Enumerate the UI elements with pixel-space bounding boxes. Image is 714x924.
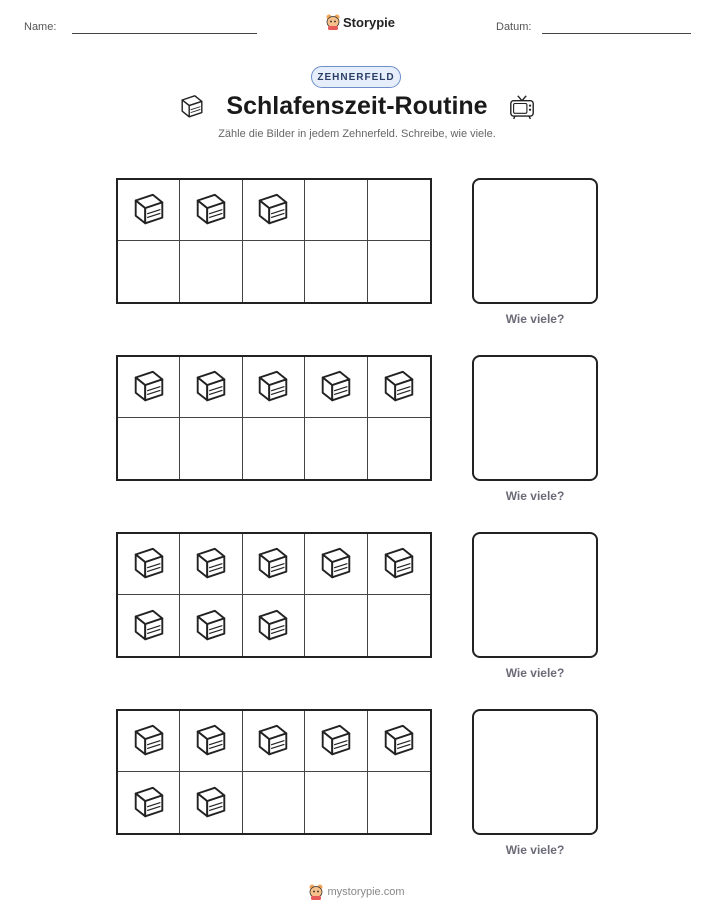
book-icon [130, 607, 168, 645]
book-icon [192, 368, 230, 406]
ten-frame [116, 532, 432, 658]
ten-frame-cell [118, 534, 180, 595]
ten-frame-cell [368, 534, 430, 595]
book-icon [130, 545, 168, 583]
book-icon [380, 368, 418, 406]
worksheet-type-badge: ZEHNERFELD [311, 66, 401, 88]
footer-url: mystorypie.com [327, 886, 405, 898]
book-icon [192, 545, 230, 583]
ten-frame-cell [305, 772, 367, 833]
mascot-icon [326, 14, 340, 30]
ten-frame-cell [243, 595, 305, 656]
date-line [542, 33, 691, 34]
book-icon [192, 191, 230, 229]
ten-frame-cell [368, 711, 430, 772]
worksheet-header [0, 0, 714, 60]
ten-frame-cell [180, 241, 242, 302]
ten-frame-cell [180, 357, 242, 418]
answer-label: Wie viele? [505, 843, 565, 857]
book-icon [254, 607, 292, 645]
ten-frame-cell [118, 418, 180, 479]
ten-frame-cell [180, 534, 242, 595]
book-icon [254, 368, 292, 406]
answer-box[interactable] [472, 532, 598, 658]
ten-frame-cell [305, 357, 367, 418]
ten-frame-cell [118, 595, 180, 656]
answer-box[interactable] [472, 178, 598, 304]
ten-frame-cell [243, 534, 305, 595]
answer-label: Wie viele? [505, 312, 565, 326]
ten-frame-cell [118, 241, 180, 302]
date-label: Datum: [496, 21, 532, 33]
ten-frame-cell [180, 595, 242, 656]
ten-frame-cell [243, 418, 305, 479]
ten-frame-cell [180, 180, 242, 241]
book-icon [130, 784, 168, 822]
answer-label: Wie viele? [505, 666, 565, 680]
ten-frame-cell [305, 418, 367, 479]
ten-frame-cell [243, 772, 305, 833]
ten-frame-cell [243, 180, 305, 241]
ten-frame-cell [180, 711, 242, 772]
ten-frame-cell [243, 357, 305, 418]
book-icon [130, 722, 168, 760]
ten-frame-cell [118, 180, 180, 241]
ten-frame-cell [305, 241, 367, 302]
ten-frame-cell [368, 357, 430, 418]
ten-frame-cell [368, 418, 430, 479]
answer-box[interactable] [472, 355, 598, 481]
worksheet-title: Schlafenszeit-Routine [226, 92, 488, 120]
tv-icon [508, 93, 536, 121]
ten-frame-cell [180, 418, 242, 479]
book-icon [130, 191, 168, 229]
ten-frame [116, 178, 432, 304]
ten-frame-cell [118, 711, 180, 772]
book-icon [380, 722, 418, 760]
ten-frame-cell [368, 180, 430, 241]
brand-name: Storypie [343, 14, 396, 30]
book-icon [380, 545, 418, 583]
book-icon [192, 722, 230, 760]
book-icon [317, 722, 355, 760]
ten-frame-cell [180, 772, 242, 833]
worksheet-instructions: Zähle die Bilder in jedem Zehnerfeld. Schreibe, wie viele. [218, 128, 496, 140]
book-icon [130, 368, 168, 406]
ten-frame-cell [118, 772, 180, 833]
ten-frame [116, 355, 432, 481]
ten-frame-cell [305, 534, 367, 595]
ten-frame-cell [243, 711, 305, 772]
ten-frame-cell [118, 357, 180, 418]
answer-label: Wie viele? [505, 489, 565, 503]
book-icon [317, 545, 355, 583]
mascot-icon [309, 884, 323, 900]
ten-frame-cell [305, 711, 367, 772]
book-icon [192, 784, 230, 822]
book-icon [317, 368, 355, 406]
ten-frame-cell [305, 180, 367, 241]
ten-frame-cell [368, 241, 430, 302]
ten-frame-cell [368, 772, 430, 833]
name-label: Name: [24, 21, 57, 33]
book-icon [192, 607, 230, 645]
footer [0, 884, 714, 900]
ten-frame-cell [243, 241, 305, 302]
book-icon [254, 722, 292, 760]
ten-frame-cell [305, 595, 367, 656]
ten-frame-cell [368, 595, 430, 656]
answer-box[interactable] [472, 709, 598, 835]
ten-frame [116, 709, 432, 835]
brand-logo [326, 14, 395, 30]
book-icon [254, 545, 292, 583]
name-line [72, 33, 257, 34]
book-icon [254, 191, 292, 229]
